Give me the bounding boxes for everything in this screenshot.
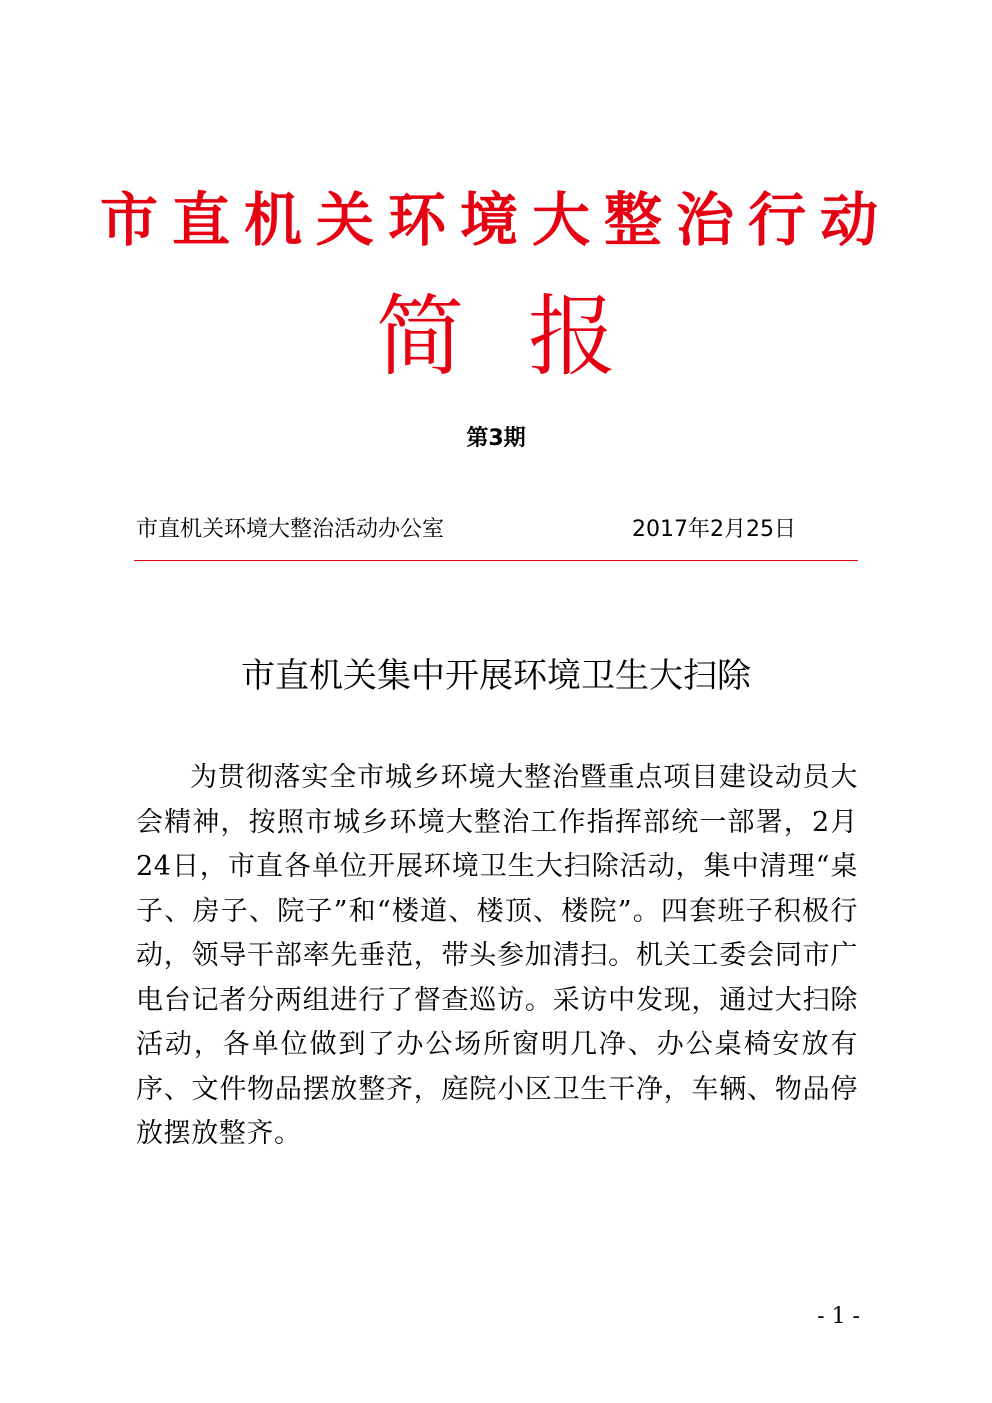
- red-divider: [134, 560, 858, 561]
- article-headline: 市直机关集中开展环境卫生大扫除: [241, 656, 751, 696]
- issue-number: 第3期: [466, 426, 526, 451]
- article-body: 为贯彻落实全市城乡环境大整治暨重点项目建设动员大会精神，按照市城乡环境大整治工作指挥部统一部署，2月24日，市直各单位开展环境卫生大扫除活动，集中清理“桌子、房子、院子”和“楼道、楼顶、楼院”。四套班子积极行动，领导干部率先垂范，带头参加清扫。机关工委会同市广电台记者分两组进行了督查巡访。采访中发现，通过大扫除活动，各单位做到了办公场所窗明几净、办公桌椅安放有序、文件物品摆放整齐，庭院小区卫生干净，车辆、物品停放摆放整齐。: [136, 762, 858, 1149]
- page-number: - 1 -: [817, 1304, 860, 1329]
- issuer-name: 市直机关环境大整治活动办公室: [136, 517, 445, 542]
- bulletin-title-char-1: 简: [375, 285, 464, 388]
- bulletin-title: [0, 282, 992, 392]
- bulletin-title-char-2: 报: [528, 285, 617, 388]
- masthead-title: 市直机关环境大整治行动: [99, 186, 892, 254]
- issue-date: 2017年2月25日: [632, 517, 796, 542]
